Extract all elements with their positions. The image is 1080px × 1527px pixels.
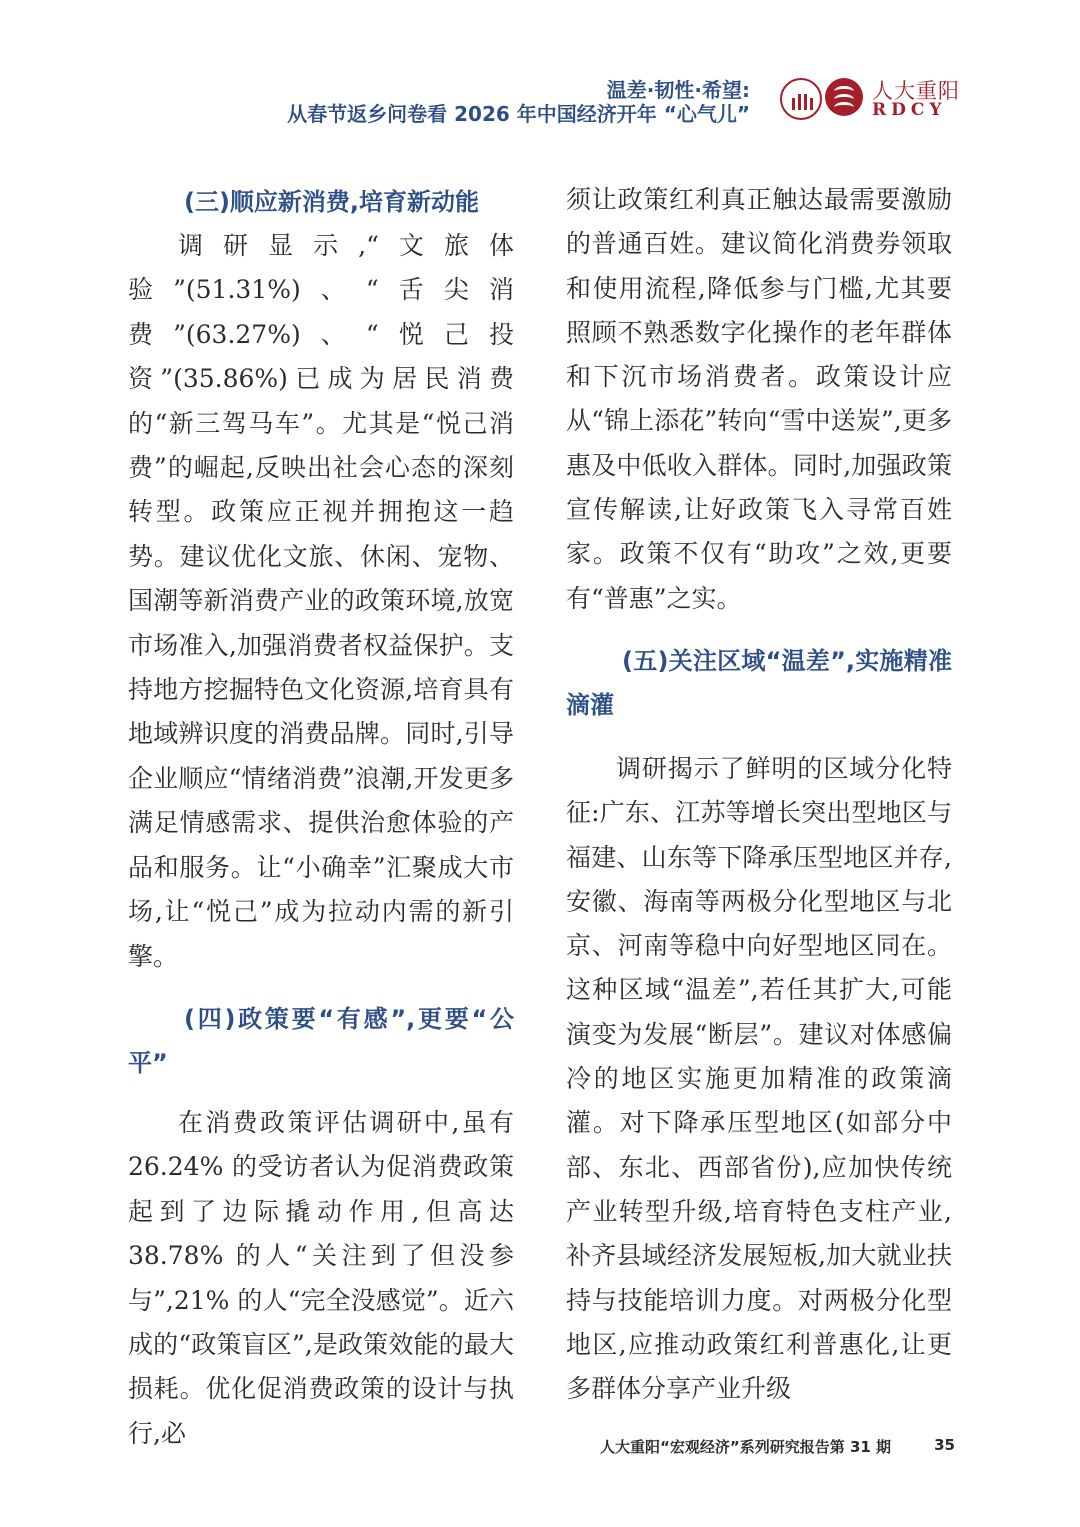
section-5-paragraph: 调研揭示了鲜明的区域分化特征:广东、江苏等增长突出型地区与福建、山东等下降承压型地区并存,安徽、海南等两极分化型地区与北京、河南等稳中向好型地区同在。这种区域“温差”,若任其扩大,可能演变为发展“断层”。建议对体感偏冷的地区实施更加精准的政策滴灌。对下降承压型地区(如部分中部、东北、西部省份),应加快传统产业转型升级,培育特色支柱产业,补齐县域经济发展短板,加大就业扶持与技能培训力度。对两极分化型地区,应推动政策红利普惠化,让更多群体分享产业升级 xyxy=(566,753,952,1404)
rdcy-seal-icon xyxy=(825,78,863,116)
section-4-paragraph: 在消费政策评估调研中,虽有 26.24% 的受访者认为促消费政策起到了边际撬动作用,但高达 38.78% 的人“关注到了但没参与”,21% 的人“完全没感觉”。近六成的“政策盲区”,是政策效能的最大损耗。优化促消费政策的设计与执行,必 xyxy=(128,1107,514,1448)
page-footer xyxy=(600,1436,955,1457)
ruc-seal-icon xyxy=(780,78,822,120)
report-series-label: 人大重阳“宏观经济”系列研究报告第 31 期 xyxy=(600,1438,892,1456)
left-column xyxy=(128,180,514,1456)
rdcy-logo xyxy=(780,76,960,122)
logo-chinese-name: 人大重阳 xyxy=(872,79,960,103)
logo-english-name: RDCY xyxy=(872,100,947,120)
right-column xyxy=(566,178,952,1411)
section-4-paragraph-continued: 须让政策红利真正触达最需要激励的普通百姓。建议简化消费券领取和使用流程,降低参与门槛,尤其要照顾不熟悉数字化操作的老年群体和下沉市场消费者。政策设计应从“锦上添花”转向“雪中送炭”,更多惠及中低收入群体。同时,加强政策宣传解读,让好政策飞入寻常百姓家。政策不仅有“助攻”之效,更要有“普惠”之实。 xyxy=(566,185,952,613)
report-title-line2: 从春节返乡问卷看 2026 年中国经济开年 “心气儿” xyxy=(287,102,750,126)
report-title xyxy=(50,78,750,126)
section-heading-3: (三)顺应新消费,培育新动能 xyxy=(184,188,480,216)
section-heading-4: (四)政策要“有感”,更要“公平” xyxy=(128,1004,514,1077)
section-3-paragraph: 调研显示,“文旅体验”(51.31%)、“舌尖消费”(63.27%)、“悦己投资”(35.86%)已成为居民消费的“新三驾马车”。尤其是“悦己消费”的崛起,反映出社会心态的深刻转型。政策应正视并拥抱这一趋势。建议优化文旅、休闲、宠物、国潮等新消费产业的政策环境,放宽市场准入,加强消费者权益保护。支持地方挖掘特色文化资源,培育具有地域辨识度的消费品牌。同时,引导企业顺应“情绪消费”浪潮,开发更多满足情感需求、提供治愈体验的产品和服务。让“小确幸”汇聚成大市场,让“悦己”成为拉动内需的新引擎。 xyxy=(128,231,514,971)
section-heading-5: (五)关注区域“温差”,实施精准滴灌 xyxy=(566,646,952,719)
report-title-line1: 温差·韧性·希望: xyxy=(606,78,750,102)
page-number: 35 xyxy=(934,1436,955,1454)
